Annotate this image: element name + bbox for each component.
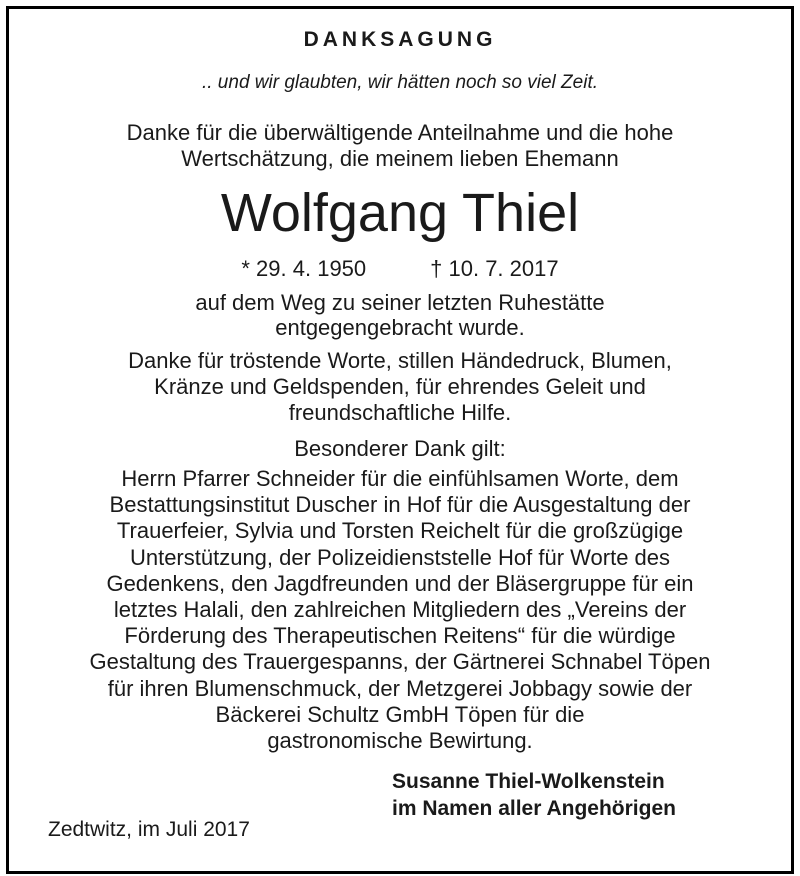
body-paragraph-2	[0, 348, 800, 426]
motto-quote: .. und wir glaubten, wir hätten noch so viel Zeit.	[201, 72, 599, 93]
thanks-line: Gestaltung des Trauergespanns, der Gärtnerei Schnabel Töpen	[89, 649, 711, 675]
intro-line: Danke für die überwältigende Anteilnahme und die hohe	[126, 120, 674, 145]
body-line: freundschaftliche Hilfe.	[288, 400, 512, 425]
body-line: Kränze und Geldspenden, für ehrendes Geleit und	[154, 374, 646, 399]
thanks-line: Gedenkens, den Jagdfreunden und der Bläsergruppe für ein	[106, 570, 694, 596]
special-thanks-heading: Besonderer Dank gilt:	[294, 436, 506, 461]
signature-name: Susanne Thiel-Wolkenstein	[392, 770, 665, 793]
deceased-name: Wolfgang Thiel	[220, 183, 580, 243]
thanks-line: Unterstützung, der Polizeidienststelle Hof für Worte des	[129, 544, 671, 570]
thanks-line: gastronomische Bewirtung.	[267, 728, 533, 754]
thanks-line: Herrn Pfarrer Schneider für die einfühlsamen Worte, dem	[121, 466, 679, 491]
body-paragraph-1	[0, 290, 800, 340]
place-date: Zedtwitz, im Juli 2017	[48, 818, 250, 841]
thanks-line: Förderung des Therapeutischen Reitens“ für die würdige	[124, 623, 676, 649]
thanks-line: für ihren Blumenschmuck, der Metzgerei Jobbagy sowie der	[107, 675, 693, 701]
body-line: auf dem Weg zu seiner letzten Ruhestätte	[195, 290, 605, 315]
body-line: Danke für tröstende Worte, stillen Händedruck, Blumen,	[128, 348, 672, 373]
thanks-list-paragraph	[0, 466, 800, 754]
thanks-line: letztes Halali, den zahlreichen Mitgliedern des „Vereins der	[113, 597, 687, 623]
thanks-line: Bestattungsinstitut Duscher in Hof für die Ausgestaltung der	[109, 492, 691, 518]
thanks-line: Bäckerei Schultz GmbH Töpen für die	[215, 701, 585, 727]
intro-paragraph	[0, 120, 800, 172]
death-date: † 10. 7. 2017	[430, 256, 559, 281]
birth-date: * 29. 4. 1950	[241, 256, 367, 281]
life-dates	[0, 256, 800, 282]
notice-heading: DANKSAGUNG	[303, 28, 497, 51]
thanks-line: Trauerfeier, Sylvia und Torsten Reichelt für die großzügige	[116, 518, 684, 544]
body-line: entgegengebracht wurde.	[275, 315, 525, 340]
signature-block	[392, 768, 676, 822]
intro-line: Wertschätzung, die meinem lieben Ehemann	[181, 146, 619, 171]
signature-subline: im Namen aller Angehörigen	[392, 797, 676, 820]
